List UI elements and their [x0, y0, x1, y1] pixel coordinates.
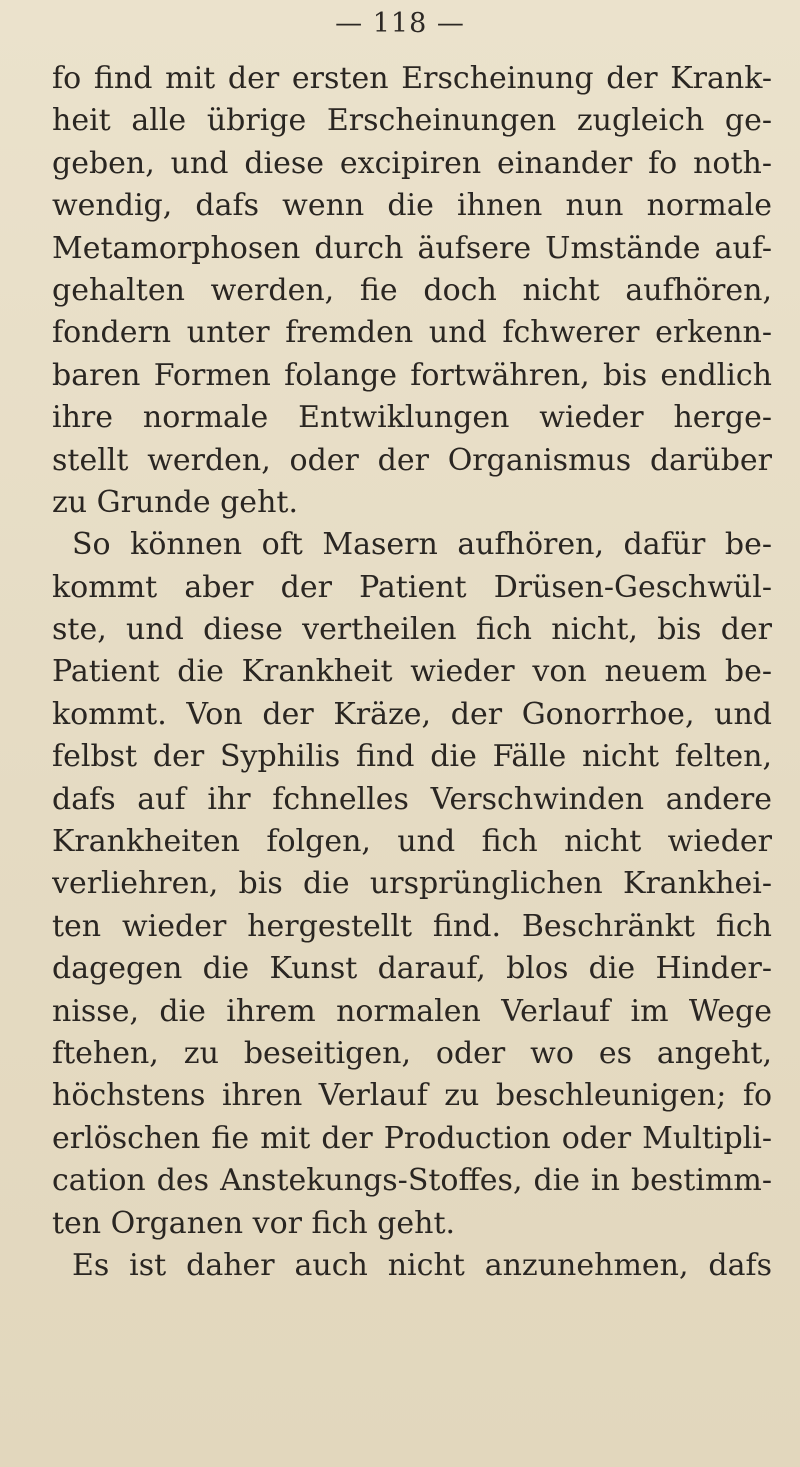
- text-line: dafs auf ihr fchnelles Verschwinden andere: [52, 781, 772, 817]
- text-line: ten Organen vor fich geht.: [52, 1205, 456, 1241]
- text-line: ftehen, zu beseitigen, oder wo es angeht,: [52, 1035, 772, 1071]
- text-line: ste, und diese vertheilen fich nicht, bis der: [52, 612, 772, 648]
- text-line: höchstens ihren Verlauf zu beschleunigen; fo: [52, 1078, 772, 1114]
- text-line: stellt werden, oder der Organismus darüber: [52, 442, 772, 478]
- text-line: dagegen die Kunst darauf, blos die Hinder-: [52, 951, 772, 987]
- text-line: felbst der Syphilis find die Fälle nicht felten,: [52, 739, 772, 775]
- text-line: baren Formen folange fortwähren, bis endlich: [52, 357, 772, 393]
- text-line: ihre normale Entwiklungen wieder herge-: [52, 400, 772, 436]
- text-line: zu Grunde geht.: [52, 484, 298, 520]
- text-line: So können oft Masern aufhören, dafür be-: [72, 527, 772, 563]
- text-line: heit alle übrige Erscheinungen zugleich ge-: [52, 103, 772, 139]
- text-line: fondern unter fremden und fchwerer erkenn-: [52, 315, 772, 351]
- text-line: kommt. Von der Kräze, der Gonorrhoe, und: [52, 696, 772, 732]
- text-line: Metamorphosen durch äufsere Umstände auf-: [52, 230, 772, 266]
- text-line: nisse, die ihrem normalen Verlauf im Wege: [52, 993, 772, 1029]
- body-text: [52, 58, 772, 1287]
- text-line: Es ist daher auch nicht anzunehmen, dafs: [72, 1247, 772, 1283]
- text-line: Patient die Krankheit wieder von neuem be-: [52, 654, 772, 690]
- text-line: cation des Anstekungs-Stoffes, die in bestimm-: [52, 1163, 772, 1199]
- text-line: kommt aber der Patient Drüsen-Geschwül-: [52, 569, 772, 605]
- text-line: erlöschen fie mit der Production oder Multipli-: [52, 1120, 772, 1156]
- text-line: ten wieder hergestellt find. Beschränkt fich: [52, 908, 772, 944]
- text-line: fo find mit der ersten Erscheinung der Krank-: [52, 61, 772, 96]
- text-line: verliehren, bis die ursprünglichen Krankhei-: [52, 866, 772, 902]
- text-line: wendig, dafs wenn die ihnen nun normale: [52, 188, 772, 224]
- text-line: geben, und diese excipiren einander fo noth-: [52, 145, 772, 181]
- text-line: gehalten werden, fie doch nicht aufhören,: [52, 272, 772, 308]
- page-number-header: — 118 —: [335, 8, 465, 39]
- text-line: Krankheiten folgen, und fich nicht wieder: [52, 824, 772, 860]
